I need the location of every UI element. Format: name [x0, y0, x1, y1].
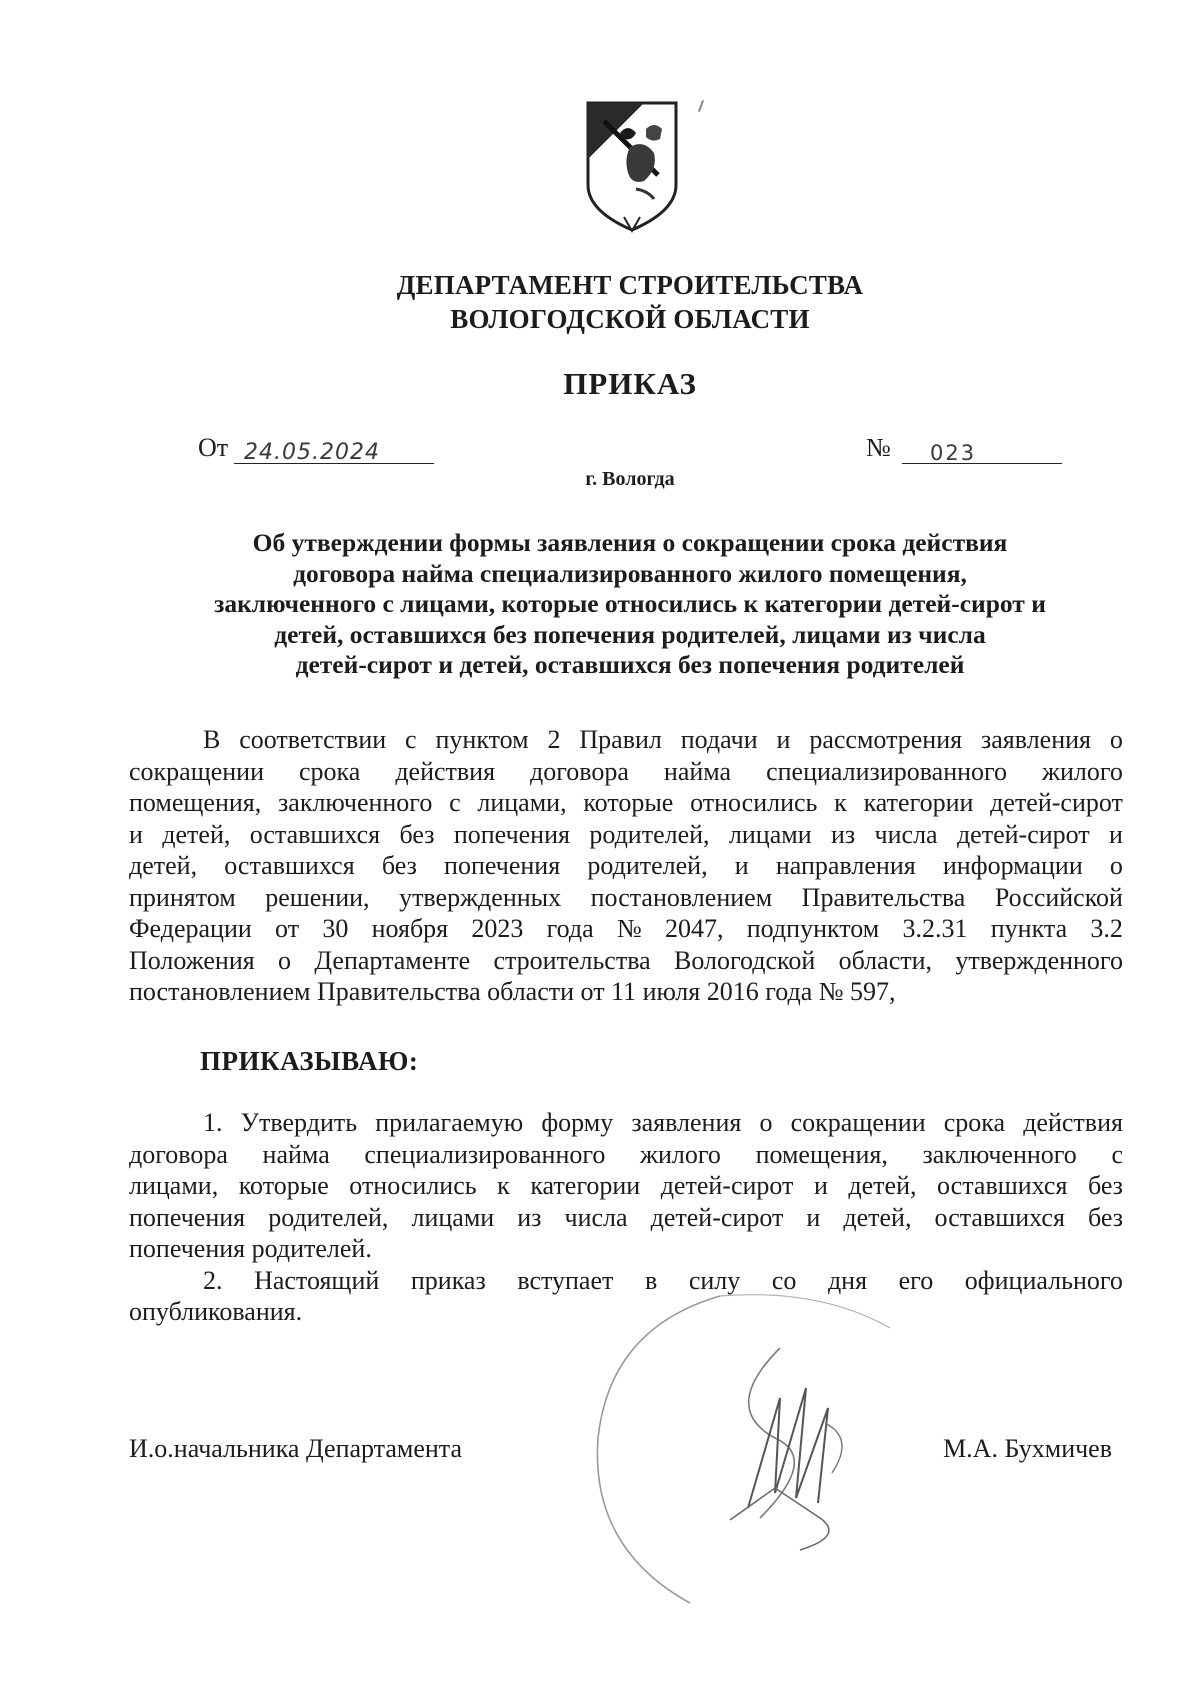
item1-line: 1. Утвердить прилагаемую форму заявления о сокращении срока действия [203, 1108, 1123, 1137]
item1-line: попечения родителей. [129, 1234, 372, 1263]
item1-line: попечения родителей, лицами из числа детей-сирот и детей, оставшихся без [129, 1202, 1123, 1232]
number-underline [902, 463, 1062, 464]
date-label: От [198, 433, 229, 462]
subject-line: Об утверждении формы заявления о сокращении срока действия [252, 528, 1008, 557]
preamble-line: Федерации от 30 ноября 2023 года № 2047, подпунктом 3.2.31 пункта 3.2 [129, 914, 1123, 943]
document-type-title: ПРИКАЗ [563, 366, 697, 401]
preamble-line: постановлением Правительства области от 11 июля 2016 года № 597, [129, 977, 896, 1006]
preamble-line: Положения о Департаменте строительства Вологодской области, утвержденного [129, 945, 1123, 975]
preamble-line: В соответствии с пунктом 2 Правил подачи и рассмотрения заявления о [203, 725, 1123, 754]
item1-line: договора найма специализированного жилого помещения, заключенного с [129, 1139, 1123, 1169]
preamble-line: принятом решении, утвержденных постановлением Правительства Российской [129, 882, 1123, 912]
item1-line: лицами, которые относились к категории детей-сирот и детей, оставшихся без [129, 1171, 1123, 1200]
preamble-line: детей, оставшихся без попечения родителей, и направления информации о [129, 851, 1123, 880]
signatory-name: М.А. Бухмичев [943, 1434, 1112, 1463]
order-word: ПРИКАЗЫВАЮ: [200, 1046, 419, 1076]
org-name-line1: ДЕПАРТАМЕНТ СТРОИТЕЛЬСТВА [396, 270, 864, 300]
item2-line: опубликования. [129, 1297, 303, 1326]
subject-line: заключенного с лицами, которые относились к категории детей-сирот и [214, 589, 1046, 618]
signatory-position: И.о.начальника Департамента [129, 1434, 463, 1463]
org-name-line2: ВОЛОГОДСКОЙ ОБЛАСТИ [450, 304, 810, 334]
item2-line: 2. Настоящий приказ вступает в силу со дня его официального [203, 1265, 1123, 1295]
number-value-handwritten: 023 [930, 441, 977, 465]
scan-speck [698, 100, 704, 112]
city-label: г. Вологда [585, 468, 675, 490]
subject-line: детей, оставшихся без попечения родителей, лицами из числа [274, 619, 986, 649]
preamble-line: помещения, заключенного с лицами, которые относились к категории детей-сирот [129, 788, 1123, 817]
number-label: № [866, 433, 891, 462]
order-subject [160, 528, 1100, 681]
subject-line: детей-сирот и детей, оставшихся без попечения родителей [295, 650, 965, 679]
coat-of-arms-icon [584, 99, 680, 234]
subject-line: договора найма специализированного жилого помещения, [293, 558, 967, 588]
date-value-handwritten: 24.05.2024 [244, 440, 380, 465]
preamble-paragraph [129, 724, 1123, 1008]
signature-and-seal-icon [570, 1288, 930, 1618]
date-underline [234, 463, 434, 464]
preamble-line: сокращении срока действия договора найма специализированного жилого [129, 756, 1123, 786]
preamble-line: и детей, оставшихся без попечения родителей, лицами из числа детей-сирот и [129, 819, 1123, 849]
